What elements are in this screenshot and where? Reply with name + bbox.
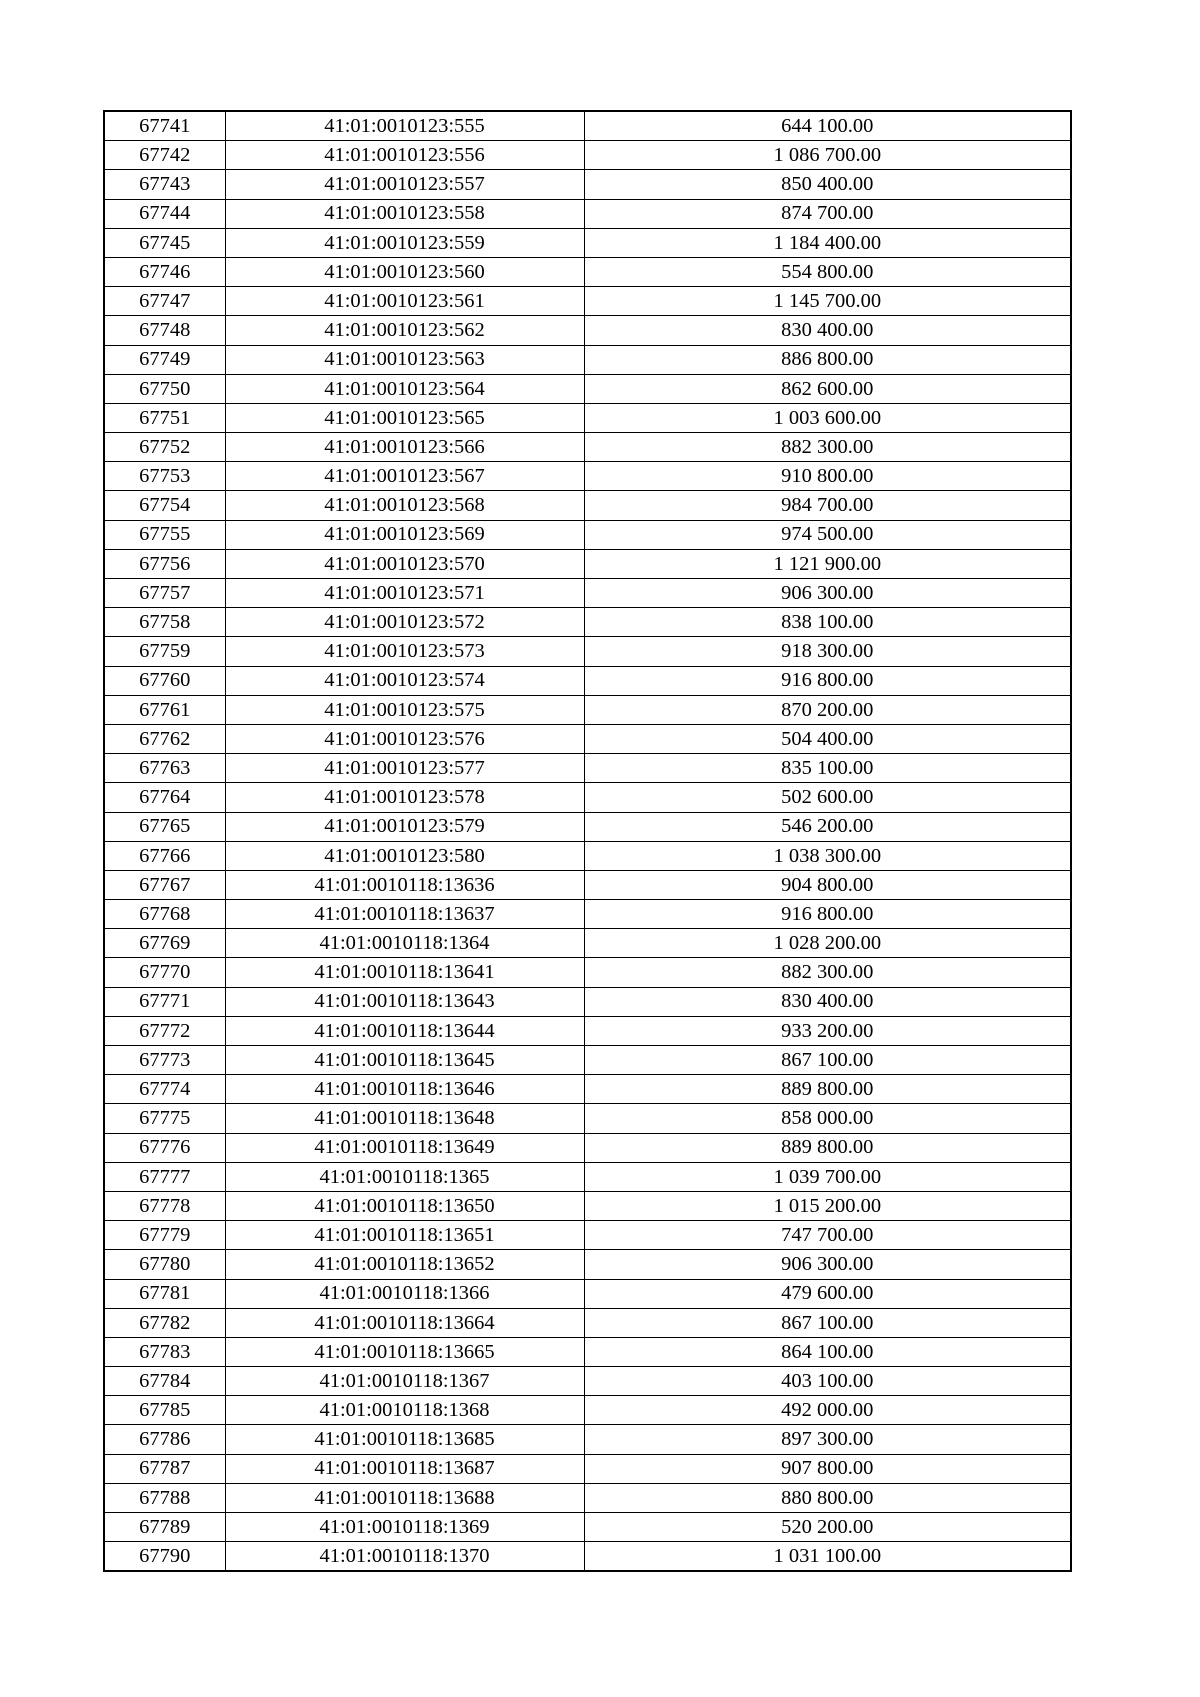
table-row	[104, 1221, 1071, 1250]
cadastral-number-cell: 41:01:0010118:1364	[225, 929, 584, 958]
table-row	[104, 345, 1071, 374]
cadastral-value-cell: 897 300.00	[584, 1425, 1071, 1454]
table-row	[104, 1279, 1071, 1308]
row-number-cell: 67749	[104, 345, 225, 374]
table-row	[104, 870, 1071, 899]
cadastral-number-cell: 41:01:0010118:1368	[225, 1396, 584, 1425]
cadastral-value-cell: 1 015 200.00	[584, 1191, 1071, 1220]
row-number-cell: 67777	[104, 1162, 225, 1191]
table-row	[104, 1191, 1071, 1220]
cadastral-number-cell: 41:01:0010123:559	[225, 228, 584, 257]
cadastral-number-cell: 41:01:0010123:556	[225, 141, 584, 170]
row-number-cell: 67747	[104, 287, 225, 316]
cadastral-value-cell: 886 800.00	[584, 345, 1071, 374]
table-row	[104, 987, 1071, 1016]
cadastral-number-cell: 41:01:0010123:574	[225, 666, 584, 695]
row-number-cell: 67765	[104, 812, 225, 841]
cadastral-number-cell: 41:01:0010123:563	[225, 345, 584, 374]
cadastral-number-cell: 41:01:0010123:573	[225, 637, 584, 666]
cadastral-value-cell: 504 400.00	[584, 724, 1071, 753]
row-number-cell: 67773	[104, 1046, 225, 1075]
cadastral-number-cell: 41:01:0010123:561	[225, 287, 584, 316]
table-row	[104, 316, 1071, 345]
table-row	[104, 1046, 1071, 1075]
row-number-cell: 67768	[104, 900, 225, 929]
cadastral-value-cell: 835 100.00	[584, 754, 1071, 783]
table-row	[104, 1075, 1071, 1104]
cadastral-number-cell: 41:01:0010118:13649	[225, 1133, 584, 1162]
cadastral-value-cell: 889 800.00	[584, 1075, 1071, 1104]
cadastral-value-cell: 984 700.00	[584, 491, 1071, 520]
row-number-cell: 67789	[104, 1513, 225, 1542]
table-row	[104, 958, 1071, 987]
cadastral-number-cell: 41:01:0010118:13643	[225, 987, 584, 1016]
cadastral-number-cell: 41:01:0010118:13648	[225, 1104, 584, 1133]
table-row	[104, 1308, 1071, 1337]
row-number-cell: 67783	[104, 1337, 225, 1366]
row-number-cell: 67787	[104, 1454, 225, 1483]
table-row	[104, 374, 1071, 403]
table-row	[104, 170, 1071, 199]
table-row	[104, 1016, 1071, 1045]
row-number-cell: 67770	[104, 958, 225, 987]
cadastral-value-cell: 502 600.00	[584, 783, 1071, 812]
table-row	[104, 462, 1071, 491]
row-number-cell: 67741	[104, 111, 225, 141]
row-number-cell: 67764	[104, 783, 225, 812]
table-row	[104, 1513, 1071, 1542]
cadastral-number-cell: 41:01:0010118:13650	[225, 1191, 584, 1220]
cadastral-value-cell: 1 031 100.00	[584, 1542, 1071, 1572]
table-row	[104, 812, 1071, 841]
table-row	[104, 520, 1071, 549]
cadastral-number-cell: 41:01:0010118:13688	[225, 1483, 584, 1512]
cadastral-value-cell: 838 100.00	[584, 608, 1071, 637]
cadastral-value-cell: 867 100.00	[584, 1046, 1071, 1075]
cadastral-number-cell: 41:01:0010118:13636	[225, 870, 584, 899]
table-row	[104, 900, 1071, 929]
row-number-cell: 67751	[104, 403, 225, 432]
cadastral-value-cell: 747 700.00	[584, 1221, 1071, 1250]
cadastral-number-cell: 41:01:0010118:1365	[225, 1162, 584, 1191]
table-row	[104, 1250, 1071, 1279]
cadastral-number-cell: 41:01:0010123:575	[225, 695, 584, 724]
cadastral-number-cell: 41:01:0010123:562	[225, 316, 584, 345]
cadastral-value-cell: 830 400.00	[584, 316, 1071, 345]
table-row	[104, 841, 1071, 870]
row-number-cell: 67767	[104, 870, 225, 899]
cadastral-number-cell: 41:01:0010123:570	[225, 549, 584, 578]
cadastral-number-cell: 41:01:0010118:1367	[225, 1367, 584, 1396]
table-row	[104, 783, 1071, 812]
cadastral-number-cell: 41:01:0010123:578	[225, 783, 584, 812]
table-row	[104, 111, 1071, 141]
row-number-cell: 67745	[104, 228, 225, 257]
table-row	[104, 1133, 1071, 1162]
table-row	[104, 1337, 1071, 1366]
table-row	[104, 1104, 1071, 1133]
cadastral-number-cell: 41:01:0010123:564	[225, 374, 584, 403]
table-row	[104, 1162, 1071, 1191]
row-number-cell: 67778	[104, 1191, 225, 1220]
row-number-cell: 67785	[104, 1396, 225, 1425]
table-row	[104, 754, 1071, 783]
cadastral-number-cell: 41:01:0010118:13645	[225, 1046, 584, 1075]
cadastral-value-cell: 1 145 700.00	[584, 287, 1071, 316]
cadastral-number-cell: 41:01:0010118:13664	[225, 1308, 584, 1337]
cadastral-number-cell: 41:01:0010118:1369	[225, 1513, 584, 1542]
row-number-cell: 67760	[104, 666, 225, 695]
row-number-cell: 67746	[104, 257, 225, 286]
table-row	[104, 1454, 1071, 1483]
cadastral-value-cell: 933 200.00	[584, 1016, 1071, 1045]
row-number-cell: 67776	[104, 1133, 225, 1162]
cadastral-value-cell: 1 039 700.00	[584, 1162, 1071, 1191]
table-row	[104, 637, 1071, 666]
cadastral-value-cell: 916 800.00	[584, 666, 1071, 695]
cadastral-number-cell: 41:01:0010123:566	[225, 433, 584, 462]
cadastral-number-cell: 41:01:0010118:13687	[225, 1454, 584, 1483]
cadastral-value-cell: 974 500.00	[584, 520, 1071, 549]
row-number-cell: 67752	[104, 433, 225, 462]
row-number-cell: 67780	[104, 1250, 225, 1279]
row-number-cell: 67782	[104, 1308, 225, 1337]
table-row	[104, 695, 1071, 724]
table-row	[104, 199, 1071, 228]
row-number-cell: 67743	[104, 170, 225, 199]
cadastral-number-cell: 41:01:0010118:13685	[225, 1425, 584, 1454]
cadastral-number-cell: 41:01:0010123:568	[225, 491, 584, 520]
cadastral-value-cell: 520 200.00	[584, 1513, 1071, 1542]
table-row	[104, 666, 1071, 695]
cadastral-value-cell: 1 003 600.00	[584, 403, 1071, 432]
row-number-cell: 67774	[104, 1075, 225, 1104]
row-number-cell: 67744	[104, 199, 225, 228]
cadastral-number-cell: 41:01:0010118:13665	[225, 1337, 584, 1366]
row-number-cell: 67779	[104, 1221, 225, 1250]
cadastral-number-cell: 41:01:0010123:557	[225, 170, 584, 199]
table-row	[104, 141, 1071, 170]
table-row	[104, 549, 1071, 578]
table-row	[104, 433, 1071, 462]
row-number-cell: 67756	[104, 549, 225, 578]
cadastral-value-cell: 867 100.00	[584, 1308, 1071, 1337]
table-row	[104, 1542, 1071, 1572]
table-row	[104, 1396, 1071, 1425]
cadastral-value-cell: 918 300.00	[584, 637, 1071, 666]
cadastral-value-cell: 1 121 900.00	[584, 549, 1071, 578]
row-number-cell: 67769	[104, 929, 225, 958]
row-number-cell: 67758	[104, 608, 225, 637]
row-number-cell: 67748	[104, 316, 225, 345]
table-row	[104, 1483, 1071, 1512]
table-row	[104, 403, 1071, 432]
cadastral-number-cell: 41:01:0010118:13651	[225, 1221, 584, 1250]
table-row	[104, 608, 1071, 637]
cadastral-number-cell: 41:01:0010118:13637	[225, 900, 584, 929]
cadastral-number-cell: 41:01:0010118:13652	[225, 1250, 584, 1279]
cadastral-number-cell: 41:01:0010118:1370	[225, 1542, 584, 1572]
cadastral-value-cell: 644 100.00	[584, 111, 1071, 141]
cadastral-number-cell: 41:01:0010118:1366	[225, 1279, 584, 1308]
row-number-cell: 67775	[104, 1104, 225, 1133]
cadastral-value-cell: 492 000.00	[584, 1396, 1071, 1425]
cadastral-value-table	[103, 110, 1072, 1572]
cadastral-number-cell: 41:01:0010123:571	[225, 579, 584, 608]
cadastral-value-cell: 880 800.00	[584, 1483, 1071, 1512]
row-number-cell: 67771	[104, 987, 225, 1016]
cadastral-value-cell: 1 086 700.00	[584, 141, 1071, 170]
cadastral-number-cell: 41:01:0010123:580	[225, 841, 584, 870]
cadastral-number-cell: 41:01:0010118:13644	[225, 1016, 584, 1045]
cadastral-number-cell: 41:01:0010123:567	[225, 462, 584, 491]
row-number-cell: 67754	[104, 491, 225, 520]
row-number-cell: 67781	[104, 1279, 225, 1308]
row-number-cell: 67788	[104, 1483, 225, 1512]
cadastral-number-cell: 41:01:0010123:577	[225, 754, 584, 783]
row-number-cell: 67761	[104, 695, 225, 724]
row-number-cell: 67790	[104, 1542, 225, 1572]
cadastral-value-cell: 916 800.00	[584, 900, 1071, 929]
row-number-cell: 67786	[104, 1425, 225, 1454]
row-number-cell: 67742	[104, 141, 225, 170]
row-number-cell: 67772	[104, 1016, 225, 1045]
table-row	[104, 724, 1071, 753]
cadastral-value-cell: 546 200.00	[584, 812, 1071, 841]
table-row	[104, 1425, 1071, 1454]
row-number-cell: 67766	[104, 841, 225, 870]
row-number-cell: 67762	[104, 724, 225, 753]
cadastral-value-cell: 864 100.00	[584, 1337, 1071, 1366]
cadastral-value-cell: 858 000.00	[584, 1104, 1071, 1133]
cadastral-value-cell: 907 800.00	[584, 1454, 1071, 1483]
cadastral-number-cell: 41:01:0010123:558	[225, 199, 584, 228]
cadastral-value-cell: 862 600.00	[584, 374, 1071, 403]
cadastral-value-cell: 870 200.00	[584, 695, 1071, 724]
cadastral-value-cell: 889 800.00	[584, 1133, 1071, 1162]
cadastral-value-cell: 1 028 200.00	[584, 929, 1071, 958]
row-number-cell: 67763	[104, 754, 225, 783]
cadastral-number-cell: 41:01:0010118:13641	[225, 958, 584, 987]
row-number-cell: 67757	[104, 579, 225, 608]
row-number-cell: 67753	[104, 462, 225, 491]
cadastral-value-cell: 830 400.00	[584, 987, 1071, 1016]
cadastral-value-cell: 882 300.00	[584, 433, 1071, 462]
cadastral-value-cell: 904 800.00	[584, 870, 1071, 899]
cadastral-number-cell: 41:01:0010123:560	[225, 257, 584, 286]
cadastral-value-cell: 403 100.00	[584, 1367, 1071, 1396]
table-row	[104, 1367, 1071, 1396]
cadastral-value-cell: 479 600.00	[584, 1279, 1071, 1308]
row-number-cell: 67755	[104, 520, 225, 549]
cadastral-value-cell: 910 800.00	[584, 462, 1071, 491]
cadastral-number-cell: 41:01:0010123:572	[225, 608, 584, 637]
cadastral-value-cell: 906 300.00	[584, 1250, 1071, 1279]
cadastral-value-cell: 882 300.00	[584, 958, 1071, 987]
cadastral-value-cell: 554 800.00	[584, 257, 1071, 286]
cadastral-number-cell: 41:01:0010123:576	[225, 724, 584, 753]
table-row	[104, 929, 1071, 958]
table-row	[104, 257, 1071, 286]
cadastral-number-cell: 41:01:0010123:565	[225, 403, 584, 432]
cadastral-number-cell: 41:01:0010123:555	[225, 111, 584, 141]
row-number-cell: 67784	[104, 1367, 225, 1396]
row-number-cell: 67750	[104, 374, 225, 403]
cadastral-value-cell: 874 700.00	[584, 199, 1071, 228]
cadastral-value-cell: 1 184 400.00	[584, 228, 1071, 257]
cadastral-value-cell: 850 400.00	[584, 170, 1071, 199]
table-row	[104, 579, 1071, 608]
table-body	[104, 111, 1071, 1571]
row-number-cell: 67759	[104, 637, 225, 666]
cadastral-number-cell: 41:01:0010123:569	[225, 520, 584, 549]
cadastral-value-cell: 906 300.00	[584, 579, 1071, 608]
table-row	[104, 228, 1071, 257]
table-row	[104, 287, 1071, 316]
cadastral-number-cell: 41:01:0010118:13646	[225, 1075, 584, 1104]
cadastral-number-cell: 41:01:0010123:579	[225, 812, 584, 841]
cadastral-value-cell: 1 038 300.00	[584, 841, 1071, 870]
table-row	[104, 491, 1071, 520]
